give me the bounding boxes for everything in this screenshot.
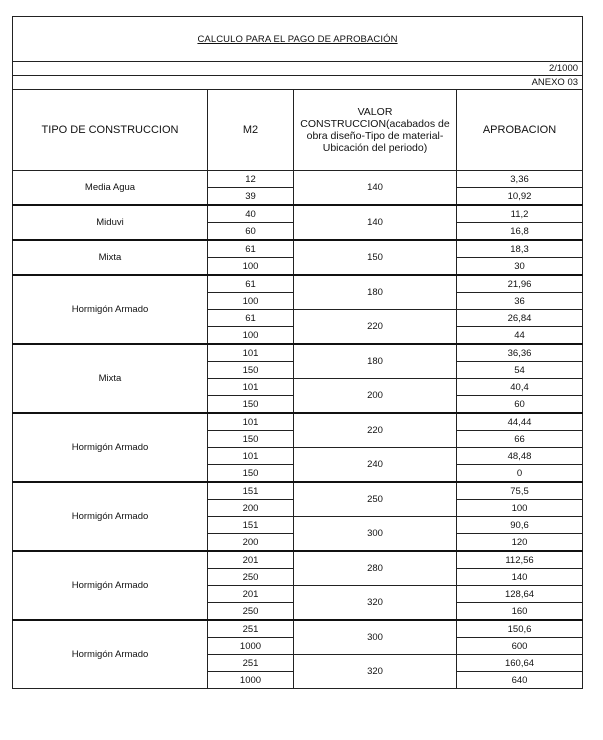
tipo-construccion-cell: Mixta	[13, 344, 208, 413]
document-title: CALCULO PARA EL PAGO DE APROBACIÓN	[13, 17, 583, 62]
m2-cell: 39	[208, 188, 294, 206]
tipo-construccion-cell: Mixta	[13, 240, 208, 275]
m2-cell: 1000	[208, 672, 294, 689]
approval-fee-table	[12, 16, 583, 689]
table-row	[13, 413, 583, 431]
aprobacion-cell: 128,64	[457, 586, 583, 603]
tipo-construccion-cell: Hormigón Armado	[13, 551, 208, 620]
tipo-construccion-cell: Hormigón Armado	[13, 413, 208, 482]
aprobacion-cell: 18,3	[457, 240, 583, 258]
aprobacion-cell: 140	[457, 569, 583, 586]
m2-cell: 250	[208, 569, 294, 586]
aprobacion-cell: 48,48	[457, 448, 583, 465]
m2-cell: 150	[208, 431, 294, 448]
tipo-construccion-cell: Miduvi	[13, 205, 208, 240]
m2-cell: 201	[208, 586, 294, 603]
table-row	[13, 551, 583, 569]
valor-construccion-cell: 200	[294, 379, 457, 414]
aprobacion-cell: 60	[457, 396, 583, 414]
valor-construccion-cell: 140	[294, 171, 457, 206]
aprobacion-cell: 75,5	[457, 482, 583, 500]
table-row	[13, 482, 583, 500]
m2-cell: 251	[208, 620, 294, 638]
aprobacion-cell: 26,84	[457, 310, 583, 327]
aprobacion-cell: 30	[457, 258, 583, 276]
m2-cell: 101	[208, 413, 294, 431]
ratio-label: 2/1000	[13, 62, 583, 76]
valor-construccion-cell: 180	[294, 275, 457, 310]
aprobacion-cell: 11,2	[457, 205, 583, 223]
m2-cell: 100	[208, 258, 294, 276]
m2-cell: 151	[208, 482, 294, 500]
m2-cell: 61	[208, 275, 294, 293]
m2-cell: 200	[208, 534, 294, 552]
valor-construccion-cell: 250	[294, 482, 457, 517]
tipo-construccion-cell: Hormigón Armado	[13, 620, 208, 689]
m2-cell: 101	[208, 344, 294, 362]
aprobacion-cell: 44,44	[457, 413, 583, 431]
tipo-construccion-cell: Hormigón Armado	[13, 482, 208, 551]
header-valor-construccion: VALOR CONSTRUCCION(acabados de obra diseño-Tipo de material-Ubicación del periodo)	[294, 90, 457, 171]
m2-cell: 100	[208, 293, 294, 310]
tipo-construccion-cell: Media Agua	[13, 171, 208, 206]
aprobacion-cell: 54	[457, 362, 583, 379]
aprobacion-cell: 66	[457, 431, 583, 448]
m2-cell: 40	[208, 205, 294, 223]
aprobacion-cell: 160,64	[457, 655, 583, 672]
valor-construccion-cell: 180	[294, 344, 457, 379]
aprobacion-cell: 36	[457, 293, 583, 310]
tipo-construccion-cell: Hormigón Armado	[13, 275, 208, 344]
aprobacion-cell: 3,36	[457, 171, 583, 188]
m2-cell: 101	[208, 448, 294, 465]
valor-construccion-cell: 220	[294, 413, 457, 448]
aprobacion-cell: 112,56	[457, 551, 583, 569]
header-tipo-construccion: TIPO DE CONSTRUCCION	[13, 90, 208, 171]
m2-cell: 150	[208, 362, 294, 379]
title-row	[13, 17, 583, 62]
m2-cell: 150	[208, 396, 294, 414]
table-row	[13, 171, 583, 188]
m2-cell: 61	[208, 240, 294, 258]
aprobacion-cell: 10,92	[457, 188, 583, 206]
valor-construccion-cell: 240	[294, 448, 457, 483]
table-row	[13, 344, 583, 362]
aprobacion-cell: 16,8	[457, 223, 583, 241]
m2-cell: 250	[208, 603, 294, 621]
aprobacion-cell: 150,6	[457, 620, 583, 638]
table-row	[13, 620, 583, 638]
ratio-row	[13, 62, 583, 76]
aprobacion-cell: 100	[457, 500, 583, 517]
table-row	[13, 205, 583, 223]
m2-cell: 60	[208, 223, 294, 241]
aprobacion-cell: 0	[457, 465, 583, 483]
header-aprobacion: APROBACION	[457, 90, 583, 171]
valor-construccion-cell: 320	[294, 586, 457, 621]
m2-cell: 61	[208, 310, 294, 327]
aprobacion-cell: 120	[457, 534, 583, 552]
table-row	[13, 240, 583, 258]
table-row	[13, 275, 583, 293]
aprobacion-cell: 600	[457, 638, 583, 655]
m2-cell: 100	[208, 327, 294, 345]
m2-cell: 251	[208, 655, 294, 672]
m2-cell: 101	[208, 379, 294, 396]
aprobacion-cell: 44	[457, 327, 583, 345]
valor-construccion-cell: 280	[294, 551, 457, 586]
aprobacion-cell: 90,6	[457, 517, 583, 534]
aprobacion-cell: 21,96	[457, 275, 583, 293]
annex-row	[13, 76, 583, 90]
m2-cell: 151	[208, 517, 294, 534]
m2-cell: 200	[208, 500, 294, 517]
header-m2: M2	[208, 90, 294, 171]
m2-cell: 12	[208, 171, 294, 188]
valor-construccion-cell: 220	[294, 310, 457, 345]
valor-construccion-cell: 300	[294, 620, 457, 655]
valor-construccion-cell: 320	[294, 655, 457, 689]
table-body	[13, 17, 583, 689]
valor-construccion-cell: 150	[294, 240, 457, 275]
header-row	[13, 90, 583, 171]
aprobacion-cell: 640	[457, 672, 583, 689]
valor-construccion-cell: 140	[294, 205, 457, 240]
valor-construccion-cell: 300	[294, 517, 457, 552]
m2-cell: 1000	[208, 638, 294, 655]
aprobacion-cell: 40,4	[457, 379, 583, 396]
aprobacion-cell: 160	[457, 603, 583, 621]
annex-label: ANEXO 03	[13, 76, 583, 90]
aprobacion-cell: 36,36	[457, 344, 583, 362]
m2-cell: 201	[208, 551, 294, 569]
m2-cell: 150	[208, 465, 294, 483]
